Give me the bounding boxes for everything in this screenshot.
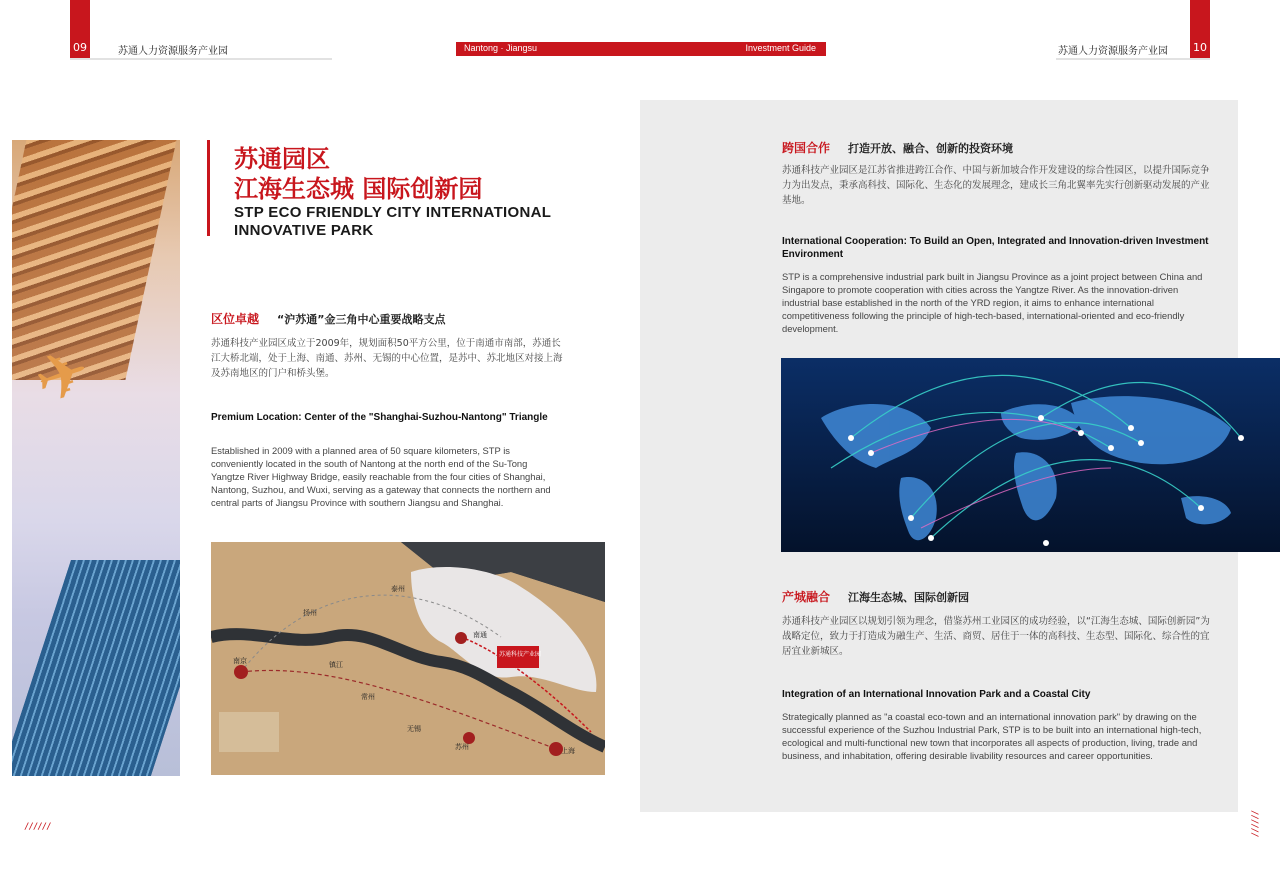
map-label-wuxi: 无锡: [407, 725, 421, 733]
glass-building: [12, 560, 180, 776]
skyscraper-top: [12, 140, 179, 380]
hero-title-en-1: STP ECO FRIENDLY CITY INTERNATIONAL: [234, 204, 552, 221]
map-label-shanghai: 上海: [561, 747, 575, 755]
location-body-cn: 苏通科技产业园区成立于2009年，规划面积50平方公里，位于南通市南部，苏通长江大桥北端，处于上海、南通、苏州、无锡的中心位置，是苏中、苏北地区对接上海及苏南地区的门户和桥头堡。: [211, 338, 563, 379]
city-skyline-photo: [12, 140, 180, 776]
integration-body-cn: 苏通科技产业园区以规划引领为理念，借鉴苏州工业园区的成功经验，以“江海生态城、国际创新园”为战略定位，致力于打造成为融生产、生活、商贸、居住于一体的高科技、生态型、国际化、综合性的宜居宜业新城区。: [782, 616, 1210, 657]
cooperation-heading-en: International Cooperation: To Build an Open, Integrated and Innovation-driven Investment Environment: [782, 236, 1209, 260]
map-label-taizhou: 泰州: [391, 585, 405, 593]
map-label-yangzhou: 扬州: [303, 609, 317, 617]
right-page-number: 10: [1190, 0, 1210, 58]
regional-map-graphic: [211, 542, 605, 775]
location-label: 区位卓越: [211, 312, 260, 326]
cooperation-subtitle: 打造开放、融合、创新的投资环境: [848, 142, 1014, 155]
left-header-title: 苏通人力资源服务产业园: [118, 46, 228, 57]
left-stripe-decor: //////: [24, 822, 51, 832]
location-heading: [211, 308, 611, 327]
map-label-park: 苏通科技产业园: [499, 651, 542, 658]
header-banner: [456, 42, 826, 56]
hero-title-en-2: INNOVATIVE PARK: [234, 222, 374, 239]
integration-subtitle: 江海生态城、国际创新园: [848, 591, 970, 604]
right-header-title: 苏通人力资源服务产业园: [1058, 46, 1168, 57]
cooperation-body-en: STP is a comprehensive industrial park built in Jiangsu Province as a joint project between China and Singapore to promote cooperation with cities across the Yangtze River. As the innovation-driven industrial base established in the north of the YRD region, it aims to enhance international competitiveness following the principle of high-tech-based, international-oriented and eco-friendly development.: [782, 271, 1203, 334]
integration-body-en: Strategically planned as "a coastal eco-town and an international innovation park" by drawing on the successful experience of the Suzhou Industrial Park, STP is to be built into an international high-tech, ecological and multi-functional new town that incorporates all aspects of production, living, trade and business, and inhabitation, offering desirable livability resources and career opportunities.: [782, 711, 1202, 761]
map-label-nanjing: 南京: [233, 657, 247, 665]
hero-title-cn-2: 江海生态城 国际创新园: [234, 175, 483, 203]
world-network-image: [781, 358, 1280, 552]
airplane-icon: ✈: [25, 333, 100, 421]
map-label-suzhou: 苏州: [455, 743, 469, 751]
map-label-nantong: 南通: [473, 631, 487, 639]
right-header-rule: [1056, 58, 1210, 60]
cooperation-label: 跨国合作: [782, 141, 831, 155]
title-accent-bar: [207, 140, 210, 236]
integration-heading-en: Integration of an International Innovation Park and a Coastal City: [782, 689, 1091, 700]
location-subtitle: “沪苏通”金三角中心重要战略支点: [277, 313, 446, 326]
hero-title-cn-1: 苏通园区: [234, 145, 330, 173]
cooperation-body-cn: 苏通科技产业园区是江苏省推进跨江合作、中国与新加坡合作开发建设的综合性园区，以提升国际竞争力为出发点，秉承高科技、国际化、生态化的发展理念，建成长三角北翼率先实行创新驱动发展的产业基地。: [782, 165, 1210, 206]
banner-guide: Investment Guide: [745, 43, 816, 53]
map-label-zhenjiang: 镇江: [329, 661, 343, 669]
integration-label: 产城融合: [782, 590, 831, 604]
left-header-rule: [70, 58, 332, 60]
world-network-graphic: [781, 358, 1280, 552]
map-label-changzhou: 常州: [361, 693, 375, 701]
cooperation-heading: [782, 137, 1222, 156]
regional-map: [211, 542, 605, 775]
right-stripe-decor: //////: [1249, 810, 1259, 837]
integration-heading: [782, 586, 1222, 605]
location-body-en: Established in 2009 with a planned area of 50 square kilometers, STP is conveniently located in the south of Nantong at the north end of the Su-Tong Yangtze River Highway Bridge, easily reachable from the four cities of Shanghai, Nantong, Suzhou, and Wuxi, serving as a gateway that connects the northern and central parts of Jiangsu Province with southern Jiangsu and Shanghai.: [211, 445, 551, 508]
banner-location: Nantong · Jiangsu: [464, 43, 538, 53]
location-heading-en: Premium Location: Center of the "Shanghai-Suzhou-Nantong" Triangle: [211, 412, 548, 423]
left-page-number: 09: [70, 0, 90, 58]
